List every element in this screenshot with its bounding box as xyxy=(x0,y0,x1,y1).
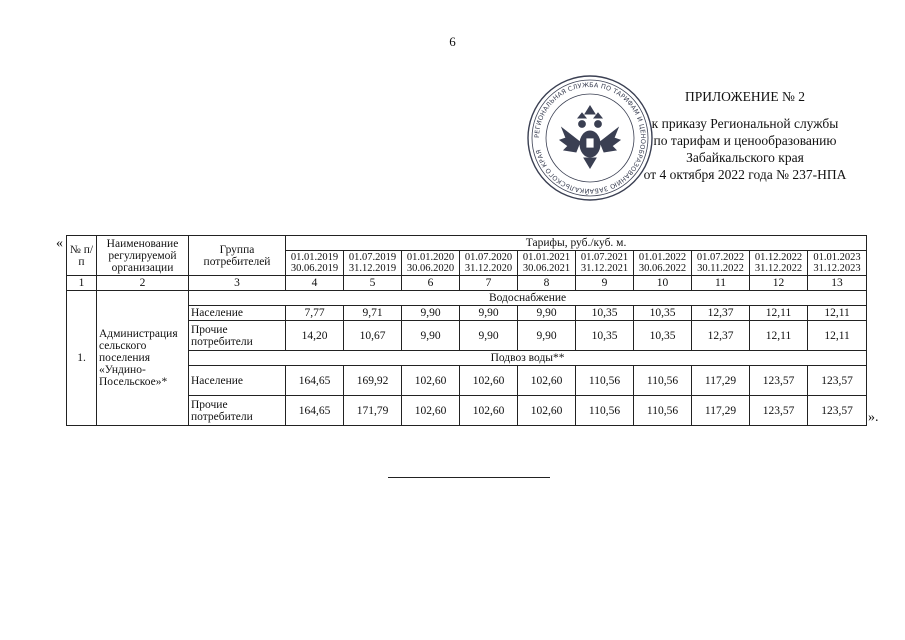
tariff-cell: 9,90 xyxy=(518,321,576,351)
header-period: 01.07.2022 30.11.2022 xyxy=(692,251,750,276)
divider-line xyxy=(388,477,550,478)
appendix-line: к приказу Региональной службы xyxy=(651,116,839,131)
tariff-cell: 102,60 xyxy=(518,366,576,396)
header-tariffs: Тарифы, руб./куб. м. xyxy=(286,236,867,251)
header-consumer-group: Группа потребителей xyxy=(189,236,286,276)
page-number: 6 xyxy=(449,34,456,49)
tariff-cell: 102,60 xyxy=(402,396,460,426)
tariff-cell: 169,92 xyxy=(344,366,402,396)
tariff-cell: 123,57 xyxy=(808,396,867,426)
tariff-cell: 164,65 xyxy=(286,366,344,396)
appendix-line: Забайкальского края xyxy=(686,150,804,165)
consumer-group: Население xyxy=(189,366,286,396)
tariff-cell: 110,56 xyxy=(634,396,692,426)
svg-text:РЕГИОНАЛЬНАЯ СЛУЖБА ПО ТАРИФАМ: РЕГИОНАЛЬНАЯ СЛУЖБА ПО ТАРИФАМ И ЦЕНООБРАЗОВАНИЮ ЗАБАЙКАЛЬСКОГО КРАЯ xyxy=(532,80,648,196)
tariff-cell: 9,71 xyxy=(344,306,402,321)
tariff-cell: 12,37 xyxy=(692,321,750,351)
column-number: 13 xyxy=(808,276,867,291)
tariff-cell: 9,90 xyxy=(460,321,518,351)
tariff-cell: 10,67 xyxy=(344,321,402,351)
tariff-cell: 9,90 xyxy=(402,306,460,321)
column-number: 1 xyxy=(67,276,97,291)
column-number: 8 xyxy=(518,276,576,291)
column-number-row xyxy=(67,276,867,291)
tariff-cell: 110,56 xyxy=(634,366,692,396)
header-period: 01.07.2019 31.12.2019 xyxy=(344,251,402,276)
column-number: 10 xyxy=(634,276,692,291)
tariff-cell: 9,90 xyxy=(460,306,518,321)
tariff-cell: 12,11 xyxy=(750,306,808,321)
tariff-cell: 10,35 xyxy=(634,306,692,321)
tariff-cell: 110,56 xyxy=(576,366,634,396)
appendix-line: по тарифам и ценообразованию xyxy=(653,133,837,148)
appendix-heading xyxy=(620,88,870,183)
section-title: Подвоз воды** xyxy=(189,351,867,366)
section-title: Водоснабжение xyxy=(189,291,867,306)
tariff-cell: 10,35 xyxy=(576,321,634,351)
tariff-cell: 12,37 xyxy=(692,306,750,321)
double-headed-eagle-icon xyxy=(560,106,620,168)
organization-name: Администрация сельского поселения «Ундино-Посельское»* xyxy=(97,291,189,426)
tariff-cell: 171,79 xyxy=(344,396,402,426)
tariff-cell: 123,57 xyxy=(750,396,808,426)
header-period: 01.01.2021 30.06.2021 xyxy=(518,251,576,276)
header-period: 01.01.2019 30.06.2019 xyxy=(286,251,344,276)
tariff-cell: 164,65 xyxy=(286,396,344,426)
tariff-cell: 12,11 xyxy=(808,306,867,321)
column-number: 11 xyxy=(692,276,750,291)
consumer-group: Прочие потребители xyxy=(189,396,286,426)
tariff-cell: 10,35 xyxy=(576,306,634,321)
closing-quote-mark: ». xyxy=(868,410,879,425)
tariff-cell: 117,29 xyxy=(692,396,750,426)
row-number: 1. xyxy=(67,291,97,426)
column-number: 7 xyxy=(460,276,518,291)
tariff-cell: 110,56 xyxy=(576,396,634,426)
tariff-table xyxy=(66,235,867,426)
appendix-title: ПРИЛОЖЕНИЕ № 2 xyxy=(684,89,806,104)
tariff-cell: 12,11 xyxy=(808,321,867,351)
appendix-line: от 4 октября 2022 года № 237-НПА xyxy=(643,167,847,182)
column-number: 5 xyxy=(344,276,402,291)
header-period: 01.01.2023 31.12.2023 xyxy=(808,251,867,276)
header-period: 01.07.2020 31.12.2020 xyxy=(460,251,518,276)
column-number: 2 xyxy=(97,276,189,291)
header-num: № п/п xyxy=(67,236,97,276)
tariff-cell: 9,90 xyxy=(518,306,576,321)
column-number: 3 xyxy=(189,276,286,291)
section-row xyxy=(67,291,867,306)
tariff-cell: 102,60 xyxy=(518,396,576,426)
tariff-cell: 123,57 xyxy=(750,366,808,396)
tariff-cell: 9,90 xyxy=(402,321,460,351)
tariff-cell: 102,60 xyxy=(460,366,518,396)
header-period: 01.07.2021 31.12.2021 xyxy=(576,251,634,276)
column-number: 6 xyxy=(402,276,460,291)
tariff-cell: 14,20 xyxy=(286,321,344,351)
header-period: 01.01.2022 30.06.2022 xyxy=(634,251,692,276)
opening-quote-mark: « xyxy=(56,236,63,251)
column-number: 9 xyxy=(576,276,634,291)
consumer-group: Прочие потребители xyxy=(189,321,286,351)
tariff-cell: 10,35 xyxy=(634,321,692,351)
column-number: 4 xyxy=(286,276,344,291)
tariff-cell: 117,29 xyxy=(692,366,750,396)
header-organization: Наименование регулируемой организации xyxy=(97,236,189,276)
consumer-group: Население xyxy=(189,306,286,321)
tariff-cell: 123,57 xyxy=(808,366,867,396)
header-period: 01.12.2022 31.12.2022 xyxy=(750,251,808,276)
header-period: 01.01.2020 30.06.2020 xyxy=(402,251,460,276)
tariff-cell: 102,60 xyxy=(402,366,460,396)
tariff-cell: 102,60 xyxy=(460,396,518,426)
tariff-cell: 12,11 xyxy=(750,321,808,351)
column-number: 12 xyxy=(750,276,808,291)
tariff-cell: 7,77 xyxy=(286,306,344,321)
